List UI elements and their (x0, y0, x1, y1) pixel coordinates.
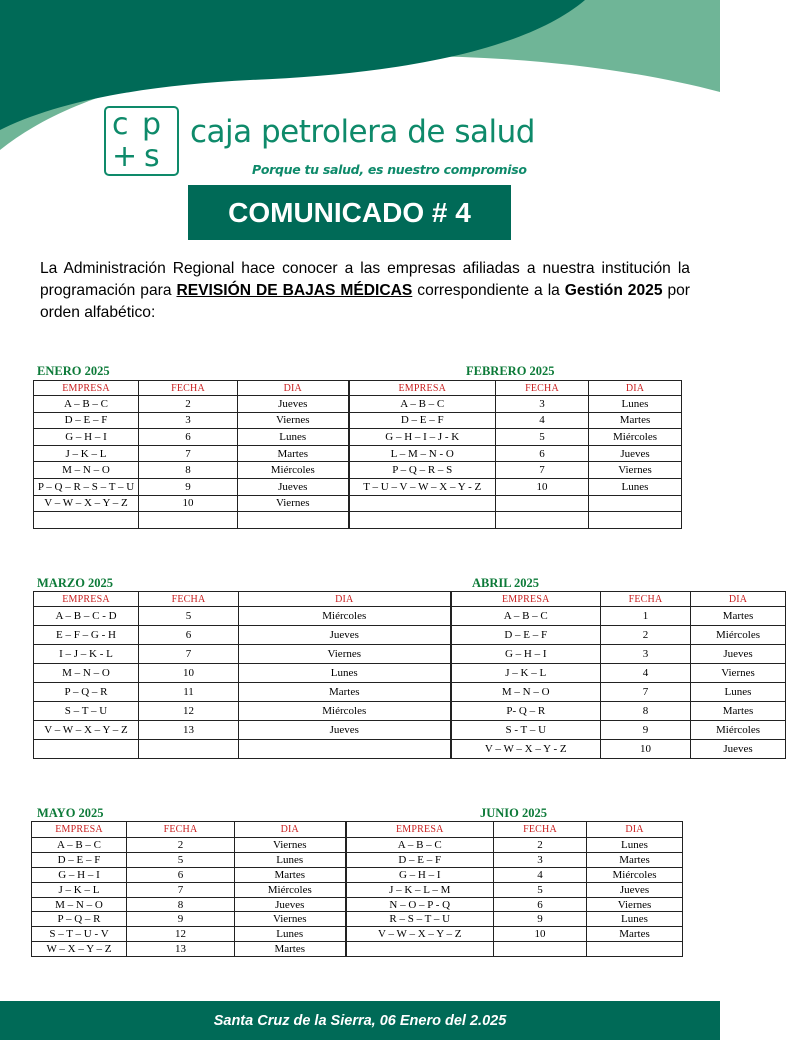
empresa-cell: P – Q – R – S – T – U (34, 478, 139, 495)
dia-cell: Lunes (235, 927, 346, 942)
fecha-cell: 9 (494, 912, 587, 927)
fecha-cell: 10 (601, 740, 691, 759)
empresa-cell: V – W – X – Y - Z (451, 740, 601, 759)
header-dia: DIA (587, 822, 683, 838)
intro-text-3: por orden alfabético: (40, 282, 690, 321)
dia-cell: Viernes (239, 645, 451, 664)
month-title-febrero: FEBRERO 2025 (466, 364, 555, 378)
empresa-cell: D – E – F (349, 412, 496, 429)
fecha-cell: 8 (601, 702, 691, 721)
fecha-cell: 9 (127, 912, 235, 927)
table-row (32, 852, 683, 867)
dia-cell: Miércoles (587, 867, 683, 882)
empresa-cell: R – S – T – U (346, 912, 494, 927)
dia-cell: Miércoles (239, 607, 451, 626)
footer-date: Santa Cruz de la Sierra, 06 Enero del 2.025 (0, 1001, 720, 1040)
dia-cell: Lunes (587, 912, 683, 927)
header-empresa: EMPRESA (349, 381, 496, 396)
schedule-table-enero-febrero (33, 380, 682, 529)
fecha-cell: 12 (139, 702, 239, 721)
table-row (34, 478, 682, 495)
dia-cell: Lunes (691, 683, 786, 702)
dia-cell: Martes (238, 445, 349, 462)
empresa-cell: A – B – C - D (34, 607, 139, 626)
dia-cell: Lunes (587, 838, 683, 853)
dia-cell (239, 740, 451, 759)
header-dia: DIA (238, 381, 349, 396)
header-empresa: EMPRESA (34, 381, 139, 396)
empresa-cell: J – K – L (32, 882, 127, 897)
dia-cell: Jueves (235, 897, 346, 912)
dia-cell (238, 512, 349, 529)
empresa-cell: S - T – U (451, 721, 601, 740)
dia-cell: Jueves (239, 626, 451, 645)
empresa-cell: A – B – C (34, 396, 139, 413)
fecha-cell: 7 (127, 882, 235, 897)
table-row (34, 664, 786, 683)
dia-cell: Jueves (691, 645, 786, 664)
header-dia: DIA (235, 822, 346, 838)
empresa-cell: S – T – U (34, 702, 139, 721)
dia-cell: Lunes (239, 664, 451, 683)
month-title-enero: ENERO 2025 (37, 364, 110, 378)
dia-cell: Martes (691, 702, 786, 721)
table-row (34, 445, 682, 462)
fecha-cell: 5 (494, 882, 587, 897)
dia-cell: Lunes (235, 852, 346, 867)
empresa-cell: A – B – C (349, 396, 496, 413)
logo-wordmark: caja petrolera de salud (190, 114, 535, 150)
fecha-cell: 10 (139, 495, 238, 512)
fecha-cell: 6 (139, 626, 239, 645)
dia-cell: Lunes (589, 396, 682, 413)
fecha-cell: 10 (494, 927, 587, 942)
dia-cell: Martes (589, 412, 682, 429)
dia-cell (589, 512, 682, 529)
header-empresa: EMPRESA (346, 822, 494, 838)
dia-cell: Miércoles (691, 721, 786, 740)
empresa-cell: V – W – X – Y – Z (346, 927, 494, 942)
dia-cell: Jueves (238, 478, 349, 495)
fecha-cell: 6 (496, 445, 589, 462)
header-dia: DIA (589, 381, 682, 396)
table-row (34, 645, 786, 664)
empresa-cell: D – E – F (346, 852, 494, 867)
dia-cell: Viernes (235, 912, 346, 927)
header-fecha: FECHA (139, 592, 239, 607)
dia-cell: Viernes (587, 897, 683, 912)
dia-cell: Miércoles (589, 429, 682, 446)
table-row (34, 702, 786, 721)
fecha-cell: 5 (139, 607, 239, 626)
fecha-cell: 13 (139, 721, 239, 740)
header-empresa: EMPRESA (34, 592, 139, 607)
header-fecha: FECHA (139, 381, 238, 396)
empresa-cell: M – N – O (34, 664, 139, 683)
empresa-cell: V – W – X – Y – Z (34, 721, 139, 740)
empresa-cell: A – B – C (32, 838, 127, 853)
dia-cell: Martes (239, 683, 451, 702)
empresa-cell: J – K – L (451, 664, 601, 683)
dia-cell: Jueves (587, 882, 683, 897)
empresa-cell: S – T – U - V (32, 927, 127, 942)
fecha-cell: 3 (139, 412, 238, 429)
page-title: COMUNICADO # 4 (188, 185, 511, 240)
dia-cell: Viernes (691, 664, 786, 683)
intro-text-1: La Administración Regional hace conocer a las empresas afiliadas a nuestra institución la programación para (40, 260, 690, 299)
dia-cell: Martes (235, 942, 346, 957)
fecha-cell: 3 (494, 852, 587, 867)
table-row (32, 838, 683, 853)
month-title-abril: ABRIL 2025 (472, 576, 540, 590)
fecha-cell: 3 (496, 396, 589, 413)
dia-cell: Viernes (238, 495, 349, 512)
fecha-cell: 7 (139, 445, 238, 462)
header-empresa: EMPRESA (451, 592, 601, 607)
empresa-cell: A – B – C (346, 838, 494, 853)
table-row (34, 626, 786, 645)
fecha-cell (496, 495, 589, 512)
empresa-cell (34, 740, 139, 759)
empresa-cell: G – H – I (34, 429, 139, 446)
table-row (32, 927, 683, 942)
company-logo (104, 106, 535, 182)
empresa-cell: V – W – X – Y – Z (34, 495, 139, 512)
empresa-cell: P- Q – R (451, 702, 601, 721)
empresa-cell: A – B – C (451, 607, 601, 626)
empresa-cell: P – Q – R – S (349, 462, 496, 479)
table-row (34, 462, 682, 479)
fecha-cell: 9 (139, 478, 238, 495)
fecha-cell: 4 (494, 867, 587, 882)
fecha-cell: 1 (601, 607, 691, 626)
dia-cell: Viernes (238, 412, 349, 429)
table-row (32, 882, 683, 897)
table-row (34, 683, 786, 702)
fecha-cell: 5 (127, 852, 235, 867)
dia-cell: Martes (235, 867, 346, 882)
table-row (32, 867, 683, 882)
header-fecha: FECHA (601, 592, 691, 607)
logo-emblem: c p + s (104, 106, 179, 176)
empresa-cell: P – Q – R (32, 912, 127, 927)
table-row (32, 942, 683, 957)
header-dia: DIA (691, 592, 786, 607)
empresa-cell (349, 512, 496, 529)
table-row (34, 607, 786, 626)
schedule-table-mayo-junio (31, 821, 683, 957)
dia-cell: Miércoles (235, 882, 346, 897)
fecha-cell: 9 (601, 721, 691, 740)
empresa-cell: G – H – I (451, 645, 601, 664)
intro-text-2: correspondiente a la (412, 282, 565, 299)
fecha-cell: 6 (127, 867, 235, 882)
empresa-cell: D – E – F (32, 852, 127, 867)
intro-bold: Gestión 2025 (564, 282, 663, 299)
empresa-cell: P – Q – R (34, 683, 139, 702)
fecha-cell: 5 (496, 429, 589, 446)
schedule-table-marzo-abril (33, 591, 786, 759)
dia-cell: Miércoles (238, 462, 349, 479)
empresa-cell: M – N – O (34, 462, 139, 479)
table-row (34, 429, 682, 446)
fecha-cell: 8 (127, 897, 235, 912)
dia-cell (589, 495, 682, 512)
header-dia: DIA (239, 592, 451, 607)
empresa-cell: T – U – V – W – X – Y - Z (349, 478, 496, 495)
month-title-mayo: MAYO 2025 (37, 806, 104, 820)
dia-cell: Viernes (589, 462, 682, 479)
dia-cell: Jueves (239, 721, 451, 740)
empresa-cell: D – E – F (451, 626, 601, 645)
fecha-cell: 2 (139, 396, 238, 413)
fecha-cell: 2 (494, 838, 587, 853)
dia-cell: Lunes (589, 478, 682, 495)
month-title-marzo: MARZO 2025 (37, 576, 114, 590)
header-fecha: FECHA (496, 381, 589, 396)
empresa-cell: N – O – P - Q (346, 897, 494, 912)
month-title-junio: JUNIO 2025 (480, 806, 548, 820)
empresa-cell (349, 495, 496, 512)
dia-cell: Jueves (589, 445, 682, 462)
table-row (32, 912, 683, 927)
empresa-cell: I – J – K - L (34, 645, 139, 664)
empresa-cell: D – E – F (34, 412, 139, 429)
dia-cell: Martes (587, 852, 683, 867)
empresa-cell: G – H – I (32, 867, 127, 882)
table-row (34, 721, 786, 740)
dia-cell (587, 942, 683, 957)
dia-cell: Miércoles (239, 702, 451, 721)
fecha-cell: 8 (139, 462, 238, 479)
fecha-cell: 3 (601, 645, 691, 664)
dia-cell: Miércoles (691, 626, 786, 645)
fecha-cell: 10 (139, 664, 239, 683)
fecha-cell: 12 (127, 927, 235, 942)
header-fecha: FECHA (127, 822, 235, 838)
empresa-cell: M – N – O (32, 897, 127, 912)
fecha-cell: 2 (127, 838, 235, 853)
empresa-cell: E – F – G - H (34, 626, 139, 645)
empresa-cell: M – N – O (451, 683, 601, 702)
empresa-cell: L – M – N - O (349, 445, 496, 462)
logo-tagline: Porque tu salud, es nuestro compromiso (252, 162, 527, 177)
empresa-cell (34, 512, 139, 529)
dia-cell: Martes (587, 927, 683, 942)
fecha-cell (139, 740, 239, 759)
table-row (32, 897, 683, 912)
fecha-cell (494, 942, 587, 957)
dia-cell: Viernes (235, 838, 346, 853)
fecha-cell: 13 (127, 942, 235, 957)
fecha-cell (496, 512, 589, 529)
fecha-cell: 7 (139, 645, 239, 664)
table-row (34, 412, 682, 429)
fecha-cell: 2 (601, 626, 691, 645)
fecha-cell: 4 (496, 412, 589, 429)
intro-paragraph (40, 258, 690, 324)
fecha-cell: 6 (494, 897, 587, 912)
empresa-cell (346, 942, 494, 957)
empresa-cell: G – H – I (346, 867, 494, 882)
fecha-cell: 10 (496, 478, 589, 495)
header-empresa: EMPRESA (32, 822, 127, 838)
empresa-cell: J – K – L (34, 445, 139, 462)
empresa-cell: W – X – Y – Z (32, 942, 127, 957)
table-row (34, 495, 682, 512)
empresa-cell: G – H – I – J - K (349, 429, 496, 446)
fecha-cell: 11 (139, 683, 239, 702)
fecha-cell: 4 (601, 664, 691, 683)
table-row (34, 512, 682, 529)
header-fecha: FECHA (494, 822, 587, 838)
dia-cell: Jueves (691, 740, 786, 759)
intro-highlight: REVISIÓN DE BAJAS MÉDICAS (176, 282, 413, 299)
table-row (34, 396, 682, 413)
table-row (34, 740, 786, 759)
fecha-cell: 7 (601, 683, 691, 702)
dia-cell: Lunes (238, 429, 349, 446)
fecha-cell: 7 (496, 462, 589, 479)
empresa-cell: J – K – L – M (346, 882, 494, 897)
dia-cell: Martes (691, 607, 786, 626)
dia-cell: Jueves (238, 396, 349, 413)
fecha-cell: 6 (139, 429, 238, 446)
fecha-cell (139, 512, 238, 529)
